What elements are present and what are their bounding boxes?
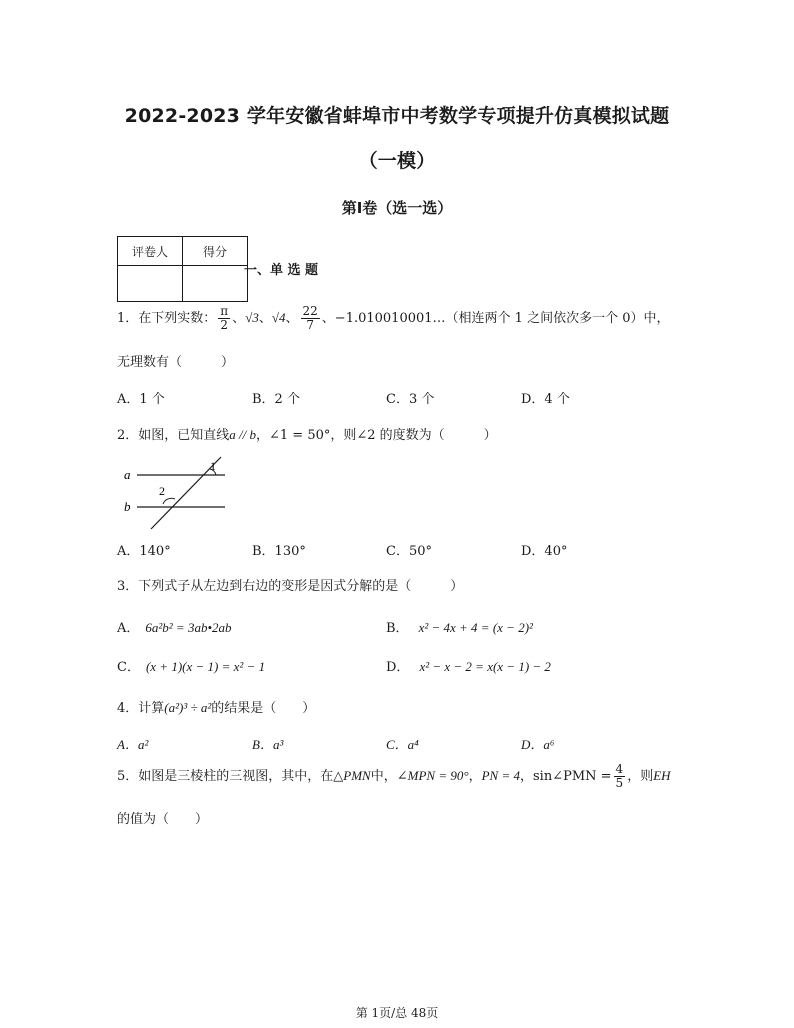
- label-b: b: [124, 499, 131, 514]
- score-table: [117, 236, 248, 302]
- q3-option-c: [117, 656, 265, 675]
- q1-option-b: B．2 个: [252, 392, 300, 407]
- q3-option-a-label: A．: [117, 621, 140, 636]
- parallel-lines-figure: [117, 452, 237, 534]
- label-angle-1: 1: [210, 459, 216, 473]
- q1-fraction-22-over-7: [301, 305, 320, 332]
- q5-triangle: △PMN: [333, 768, 371, 783]
- page-subtitle: （一模）: [358, 150, 436, 172]
- q4-expr: (a²)³ ÷ a²: [164, 700, 212, 715]
- question-5: [117, 763, 671, 790]
- part-title: 一、单 选 题: [244, 263, 319, 278]
- q1-sqrt3: √3: [245, 310, 259, 325]
- q1-option-a: A．1 个: [117, 392, 165, 407]
- q3-option-c-expr: (x + 1)(x − 1) = x² − 1: [145, 659, 266, 674]
- q2-parallel: a // b: [229, 427, 257, 442]
- q3-option-a: [117, 617, 232, 636]
- question-1: [117, 305, 670, 332]
- q1-sqrt4: √4: [271, 310, 286, 325]
- score-table-cell-score: [183, 266, 248, 302]
- label-a: a: [124, 467, 131, 482]
- q1-line2: 无理数有（ ）: [117, 355, 235, 370]
- q3-option-b-label: B．: [386, 621, 409, 636]
- q5-frac-num: 4: [615, 762, 624, 776]
- q4-option-c: C．a⁴: [386, 737, 419, 752]
- score-table-cell-grader: [118, 266, 183, 302]
- q3-option-d-expr: x² − x − 2 = x(x − 1) − 2: [419, 659, 551, 674]
- q2-option-a: A．140°: [117, 544, 171, 559]
- q1-option-c: C．3 个: [386, 392, 435, 407]
- q3-option-a-expr: 6a²b² = 3ab•2ab: [145, 620, 232, 635]
- q1-suffix: （相连两个 1 之间依次多一个 0）中，: [445, 311, 670, 326]
- q1-fraction-pi-over-2: [218, 305, 230, 332]
- q1-frac2-num: 22: [302, 304, 318, 318]
- label-angle-2: 2: [159, 484, 165, 498]
- q1-prefix: 1．在下列实数：: [117, 311, 217, 326]
- score-table-header-grader: 评卷人: [118, 237, 183, 266]
- q1-sep1: 、: [232, 311, 246, 326]
- q4-option-a: A．a²: [117, 737, 149, 752]
- q5-line2: 的值为（ ）: [117, 812, 209, 827]
- q4-option-d: D．a⁶: [521, 737, 555, 752]
- question-2: [117, 424, 497, 443]
- page-footer: 第 1页/总 48页: [355, 1006, 439, 1020]
- angle-2-arc: [163, 498, 175, 504]
- q3-option-d: [386, 656, 551, 675]
- page-title: 2022-2023 学年安徽省蚌埠市中考数学专项提升仿真模拟试题: [124, 105, 670, 127]
- question-4: [117, 697, 315, 716]
- q5-sep1: ，: [468, 769, 482, 784]
- q1-frac2-den: 7: [306, 318, 314, 332]
- q4-option-b: B．a³: [252, 737, 284, 752]
- q5-fraction-4-over-5: [614, 763, 626, 790]
- q5-sep2: ，: [519, 769, 533, 784]
- q1-frac1-num: π: [220, 304, 229, 318]
- q5-prefix: 5．如图是三棱柱的三视图，其中，在: [117, 769, 334, 784]
- q5-eh: EH: [653, 768, 671, 783]
- q3-option-b: [386, 617, 533, 636]
- q1-option-d: D．4 个: [521, 392, 570, 407]
- q2-option-d: D．40°: [521, 544, 568, 559]
- q1-sep4: 、: [321, 311, 335, 326]
- q1-value: −1.010010001…: [334, 311, 446, 326]
- q4-prefix: 4．计算: [117, 701, 165, 716]
- q2-mid: ，∠1 = 50°，则∠2 的度数为（ ）: [256, 428, 497, 443]
- q1-sep2: 、: [258, 311, 272, 326]
- q3-option-d-label: D．: [386, 660, 410, 675]
- section-title: 第Ⅰ卷（选一选）: [341, 199, 453, 217]
- q5-angle: ∠MPN = 90°: [396, 768, 469, 783]
- q5-sin: sin∠PMN =: [532, 769, 612, 784]
- q2-prefix: 2．如图，已知直线: [117, 428, 230, 443]
- q1-sep3: 、: [285, 311, 299, 326]
- q3-option-c-label: C．: [117, 660, 140, 675]
- question-3: 3．下列式子从左边到右边的变形是因式分解的是（ ）: [117, 579, 464, 594]
- q2-option-b: B．130°: [252, 544, 306, 559]
- q2-option-c: C．50°: [386, 544, 432, 559]
- q5-frac-den: 5: [615, 776, 624, 790]
- q5-mid2: ，则: [627, 769, 654, 784]
- q1-frac1-den: 2: [220, 318, 229, 332]
- q5-mid1: 中，: [370, 769, 397, 784]
- q4-suffix: 的结果是（ ）: [211, 701, 316, 716]
- q5-pn: PN = 4: [481, 768, 520, 783]
- q3-option-b-expr: x² − 4x + 4 = (x − 2)²: [418, 620, 533, 635]
- score-table-header-score: 得分: [183, 237, 248, 266]
